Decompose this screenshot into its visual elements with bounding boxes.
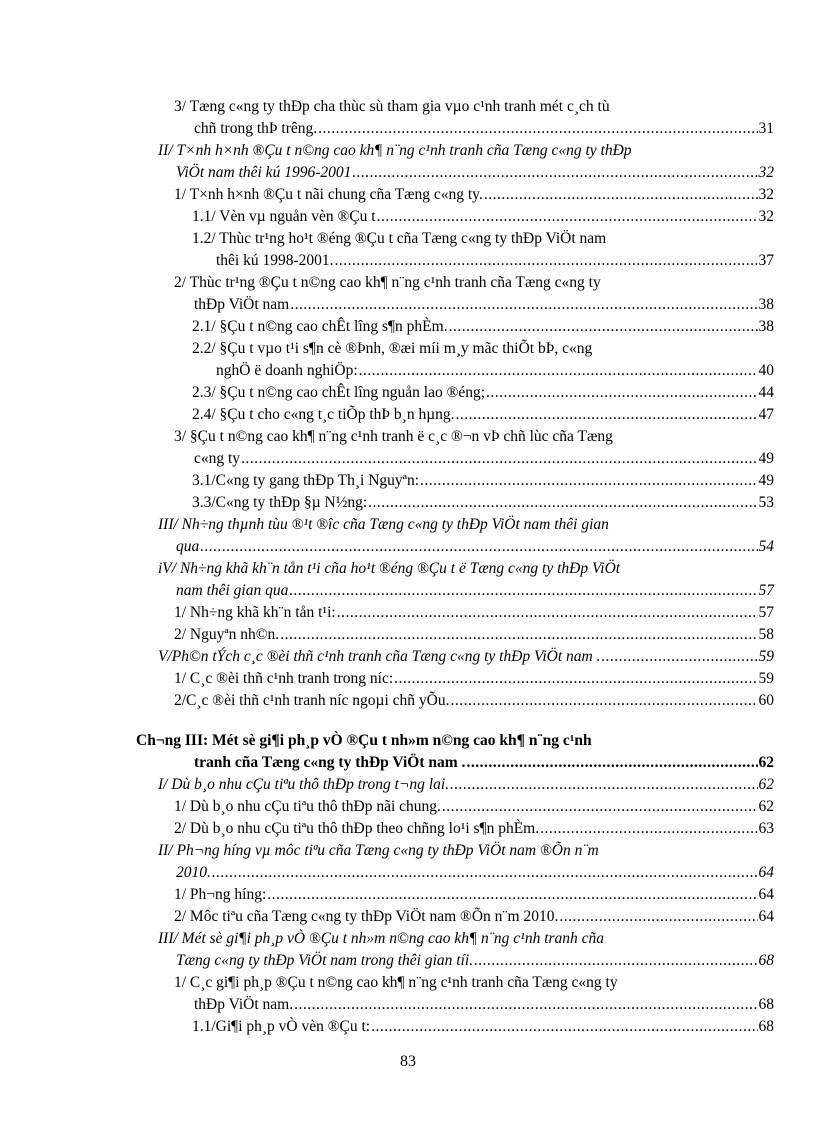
leader-dots (294, 994, 757, 1016)
leader-dots (371, 1016, 757, 1038)
toc-entry (0, 774, 774, 796)
leader-dots (241, 448, 757, 470)
leader-dots (352, 162, 757, 184)
toc-entry (0, 470, 774, 492)
toc-entry-text: III/ Nh÷ng thµnh tùu ®¹t ®îc cña Tæng c«ng ty thÐp ViÖt nam thêi gian (158, 516, 609, 533)
toc-entry-text: 1/ Dù b¸o nhu cÇu tiªu thô thÐp nãi chung. (174, 798, 441, 815)
leader-dots (601, 646, 757, 668)
leader-dots (394, 668, 757, 690)
toc-entry-page: 37 (758, 252, 774, 269)
toc-entry-text: 1/ T×nh h×nh ®Çu t nãi chung cña Tæng c«ng ty. (174, 186, 483, 203)
toc-entry-text: 2.1/ §Çu t n©ng cao chÊt lîng s¶n phÈm. (192, 318, 448, 335)
leader-dots (359, 360, 758, 382)
toc-entry (0, 840, 774, 862)
toc-entry-text: thêi kú 1998-2001. (216, 252, 334, 269)
toc-entry-text: 2/C¸c ®èi thñ c¹nh tranh níc ngoµi chñ yÕu. (174, 692, 450, 709)
leader-dots (450, 690, 757, 712)
toc-entry-text: II/ Ph¬ng híng vµ môc tiªu cña Tæng c«ng ty thÐp ViÖt nam ®Õn n¨m (158, 842, 599, 859)
toc-entry-text: 3/ Tæng c«ng ty thÐp cha thùc sù tham gia vµo c¹nh tranh mét c¸ch tù (174, 98, 610, 115)
toc-entry-text: 3.1/C«ng ty gang thÐp Th¸i Nguyªn: (192, 472, 420, 489)
toc-entry (0, 492, 774, 514)
leader-dots (456, 404, 758, 426)
toc-entry-text: chñ trong thÞ trêng. (194, 120, 318, 137)
table-of-contents (0, 96, 816, 1038)
toc-entry-text: II/ T×nh h×nh ®Çu t n©ng cao kh¶ n¨ng c¹nh tranh cña Tæng c«ng ty thÐp (158, 142, 632, 159)
leader-dots (420, 470, 757, 492)
leader-dots (474, 950, 757, 972)
toc-entry-text: tranh cña Tæng c«ng ty thÐp ViÖt nam . (194, 754, 466, 771)
toc-entry (0, 602, 774, 624)
leader-dots (449, 316, 758, 338)
toc-entry-page: 44 (758, 384, 774, 401)
leader-dots (540, 818, 757, 840)
toc-entry (0, 668, 774, 690)
toc-entry (0, 404, 774, 426)
toc-entry-text: 2/ Nguyªn nh©n. (174, 626, 280, 643)
toc-entry-text: 3.3/C«ng ty thÐp §µ N½ng: (192, 494, 368, 511)
toc-entry (0, 862, 774, 884)
toc-entry-text: 1/ Ph¬ng híng: (174, 886, 267, 903)
toc-chapter-heading (0, 752, 774, 774)
toc-entry-text: iV/ Nh÷ng khã kh¨n tån t¹i cña ho¹t ®éng ®Çu t ë Tæng c«ng ty thÐp ViÖt (158, 560, 621, 577)
toc-entry-text: Tæng c«ng ty thÐp ViÖt nam trong thêi gian tíi. (176, 952, 474, 969)
toc-entry (0, 162, 774, 184)
toc-entry (0, 426, 774, 448)
toc-entry (0, 796, 774, 818)
leader-dots (335, 250, 758, 272)
toc-entry-page: 58 (758, 626, 774, 643)
leader-dots (484, 184, 758, 206)
toc-entry (0, 294, 774, 316)
toc-entry-page: 63 (758, 820, 774, 837)
toc-entry-page: 53 (758, 494, 774, 511)
toc-entry-text: 1/ C¸c ®èi thñ c¹nh tranh trong níc: (174, 670, 394, 687)
toc-entry (0, 118, 774, 140)
toc-entry (0, 818, 774, 840)
toc-entry (0, 1016, 774, 1038)
toc-entry-page: 32 (758, 186, 774, 203)
toc-entry-page: 32 (758, 208, 774, 225)
toc-entry (0, 228, 774, 250)
leader-dots (368, 492, 757, 514)
toc-entry-text: 2.4/ §Çu t cho c«ng t¸c tiÕp thÞ b¸n hµng. (192, 406, 455, 423)
toc-entry (0, 928, 774, 950)
toc-entry-page: 59 (758, 648, 774, 665)
toc-entry (0, 360, 774, 382)
toc-entry-page: 40 (758, 362, 774, 379)
toc-entry-text: I/ Dù b¸o nhu cÇu tiªu thô thÐp trong t¬ng lai. (158, 776, 450, 793)
toc-entry-text: thÐp ViÖt nam (194, 296, 290, 313)
toc-chapter-heading (0, 730, 774, 752)
toc-entry-page: 62 (758, 798, 774, 815)
leader-dots (267, 884, 757, 906)
toc-entry (0, 884, 774, 906)
toc-entry-page: 64 (758, 886, 774, 903)
toc-entry-text: 1.1/ Vèn vµ nguån vèn ®Çu t (192, 208, 376, 225)
toc-entry-page: 57 (758, 582, 774, 599)
toc-entry (0, 558, 774, 580)
toc-entry (0, 972, 774, 994)
toc-entry-page: 68 (758, 1018, 774, 1035)
toc-entry-text: nghÖ ë doanh nghiÖp: (216, 362, 358, 379)
toc-entry-text: 2.3/ §Çu t n©ng cao chÊt lîng nguån lao ®éng; (192, 384, 486, 401)
toc-entry-text: 2/ Dù b¸o nhu cÇu tiªu thô thÐp theo chñng lo¹i s¶n phÈm. (174, 820, 540, 837)
leader-dots (337, 602, 758, 624)
toc-entry (0, 690, 774, 712)
toc-entry (0, 184, 774, 206)
toc-entry-page: 38 (758, 318, 774, 335)
toc-entry (0, 994, 774, 1016)
toc-entry (0, 514, 774, 536)
toc-entry (0, 250, 774, 272)
toc-entry-text: nam thêi gian qua (176, 582, 289, 599)
toc-entry (0, 646, 774, 668)
toc-entry-text: 2/ Thùc tr¹ng ®Çu t n©ng cao kh¶ n¨ng c¹nh tranh cña Tæng c«ng ty (174, 274, 601, 291)
toc-entry-page: 68 (758, 996, 774, 1013)
leader-dots (280, 624, 757, 646)
page-number: 83 (400, 1053, 416, 1070)
toc-entry-text: 1.2/ Thùc tr¹ng ho¹t ®éng ®Çu t cña Tæng c«ng ty thÐp ViÖt nam (192, 230, 607, 247)
toc-entry (0, 206, 774, 228)
leader-dots (559, 906, 757, 928)
toc-entry-page: 62 (758, 776, 774, 793)
toc-entry-page: 38 (758, 296, 774, 313)
toc-entry-text: qua (176, 538, 200, 555)
toc-entry-text: ViÖt nam thêi kú 1996-2001 (176, 164, 352, 181)
toc-entry-page: 54 (758, 538, 774, 555)
toc-entry (0, 536, 774, 558)
leader-dots (450, 774, 757, 796)
toc-entry (0, 338, 774, 360)
toc-entry (0, 950, 774, 972)
toc-entry-page: 62 (758, 754, 774, 771)
toc-entry-text: 2010. (176, 864, 211, 881)
leader-dots (486, 382, 757, 404)
toc-entry-text: 3/ §Çu t n©ng cao kh¶ n¨ng c¹nh tranh ë c¸c ®¬n vÞ chñ lùc cña Tæng (174, 428, 613, 445)
toc-entry (0, 272, 774, 294)
leader-dots (200, 536, 757, 558)
toc-entry (0, 580, 774, 602)
toc-entry-text: 1.1/Gi¶i ph¸p vÒ vèn ®Çu t: (192, 1018, 371, 1035)
toc-entry (0, 382, 774, 404)
toc-entry-page: 31 (758, 120, 774, 137)
toc-entry-page: 49 (758, 472, 774, 489)
leader-dots (290, 294, 757, 316)
toc-entry-page: 49 (758, 450, 774, 467)
leader-dots (318, 118, 757, 140)
toc-entry (0, 624, 774, 646)
leader-dots (466, 752, 757, 774)
toc-entry-page: 32 (758, 164, 774, 181)
leader-dots (289, 580, 757, 602)
leader-dots (212, 862, 758, 884)
toc-entry-page: 57 (758, 604, 774, 621)
toc-entry (0, 906, 774, 928)
toc-entry-text: c«ng ty (194, 450, 241, 467)
toc-entry-text: V/Ph©n tÝch c¸c ®èi thñ c¹nh tranh cña Tæng c«ng ty thÐp ViÖt nam . (158, 648, 601, 665)
toc-entry (0, 448, 774, 470)
toc-entry (0, 316, 774, 338)
toc-entry (0, 140, 774, 162)
toc-entry-text: thÐp ViÖt nam. (194, 996, 294, 1013)
toc-entry-text: 2.2/ §Çu t vµo t¹i s¶n cè ®Þnh, ®æi míi m¸y mãc thiÕt bÞ, c«ng (192, 340, 593, 357)
toc-entry-page: 68 (758, 952, 774, 969)
toc-entry-page: 64 (758, 908, 774, 925)
toc-entry-page: 60 (758, 692, 774, 709)
toc-entry-page: 47 (758, 406, 774, 423)
leader-dots (377, 206, 758, 228)
toc-entry-text: III/ Mét sè gi¶i ph¸p vÒ ®Çu t nh»m n©ng cao kh¶ n¨ng c¹nh tranh cña (158, 930, 605, 947)
toc-entry-text: Ch¬ng III: Mét sè gi¶i ph¸p vÒ ®Çu t nh»m n©ng cao kh¶ n¨ng c¹nh (136, 732, 592, 749)
toc-entry-page: 59 (758, 670, 774, 687)
toc-entry-page: 64 (758, 864, 774, 881)
leader-dots (442, 796, 758, 818)
toc-entry (0, 96, 774, 118)
toc-entry-text: 1/ Nh÷ng khã kh¨n tån t¹i: (174, 604, 336, 621)
toc-entry-text: 2/ Môc tiªu cña Tæng c«ng ty thÐp ViÖt nam ®Õn n¨m 2010. (174, 908, 559, 925)
toc-entry-text: 1/ C¸c gi¶i ph¸p ®Çu t n©ng cao kh¶ n¨ng c¹nh tranh cña Tæng c«ng ty (174, 974, 618, 991)
